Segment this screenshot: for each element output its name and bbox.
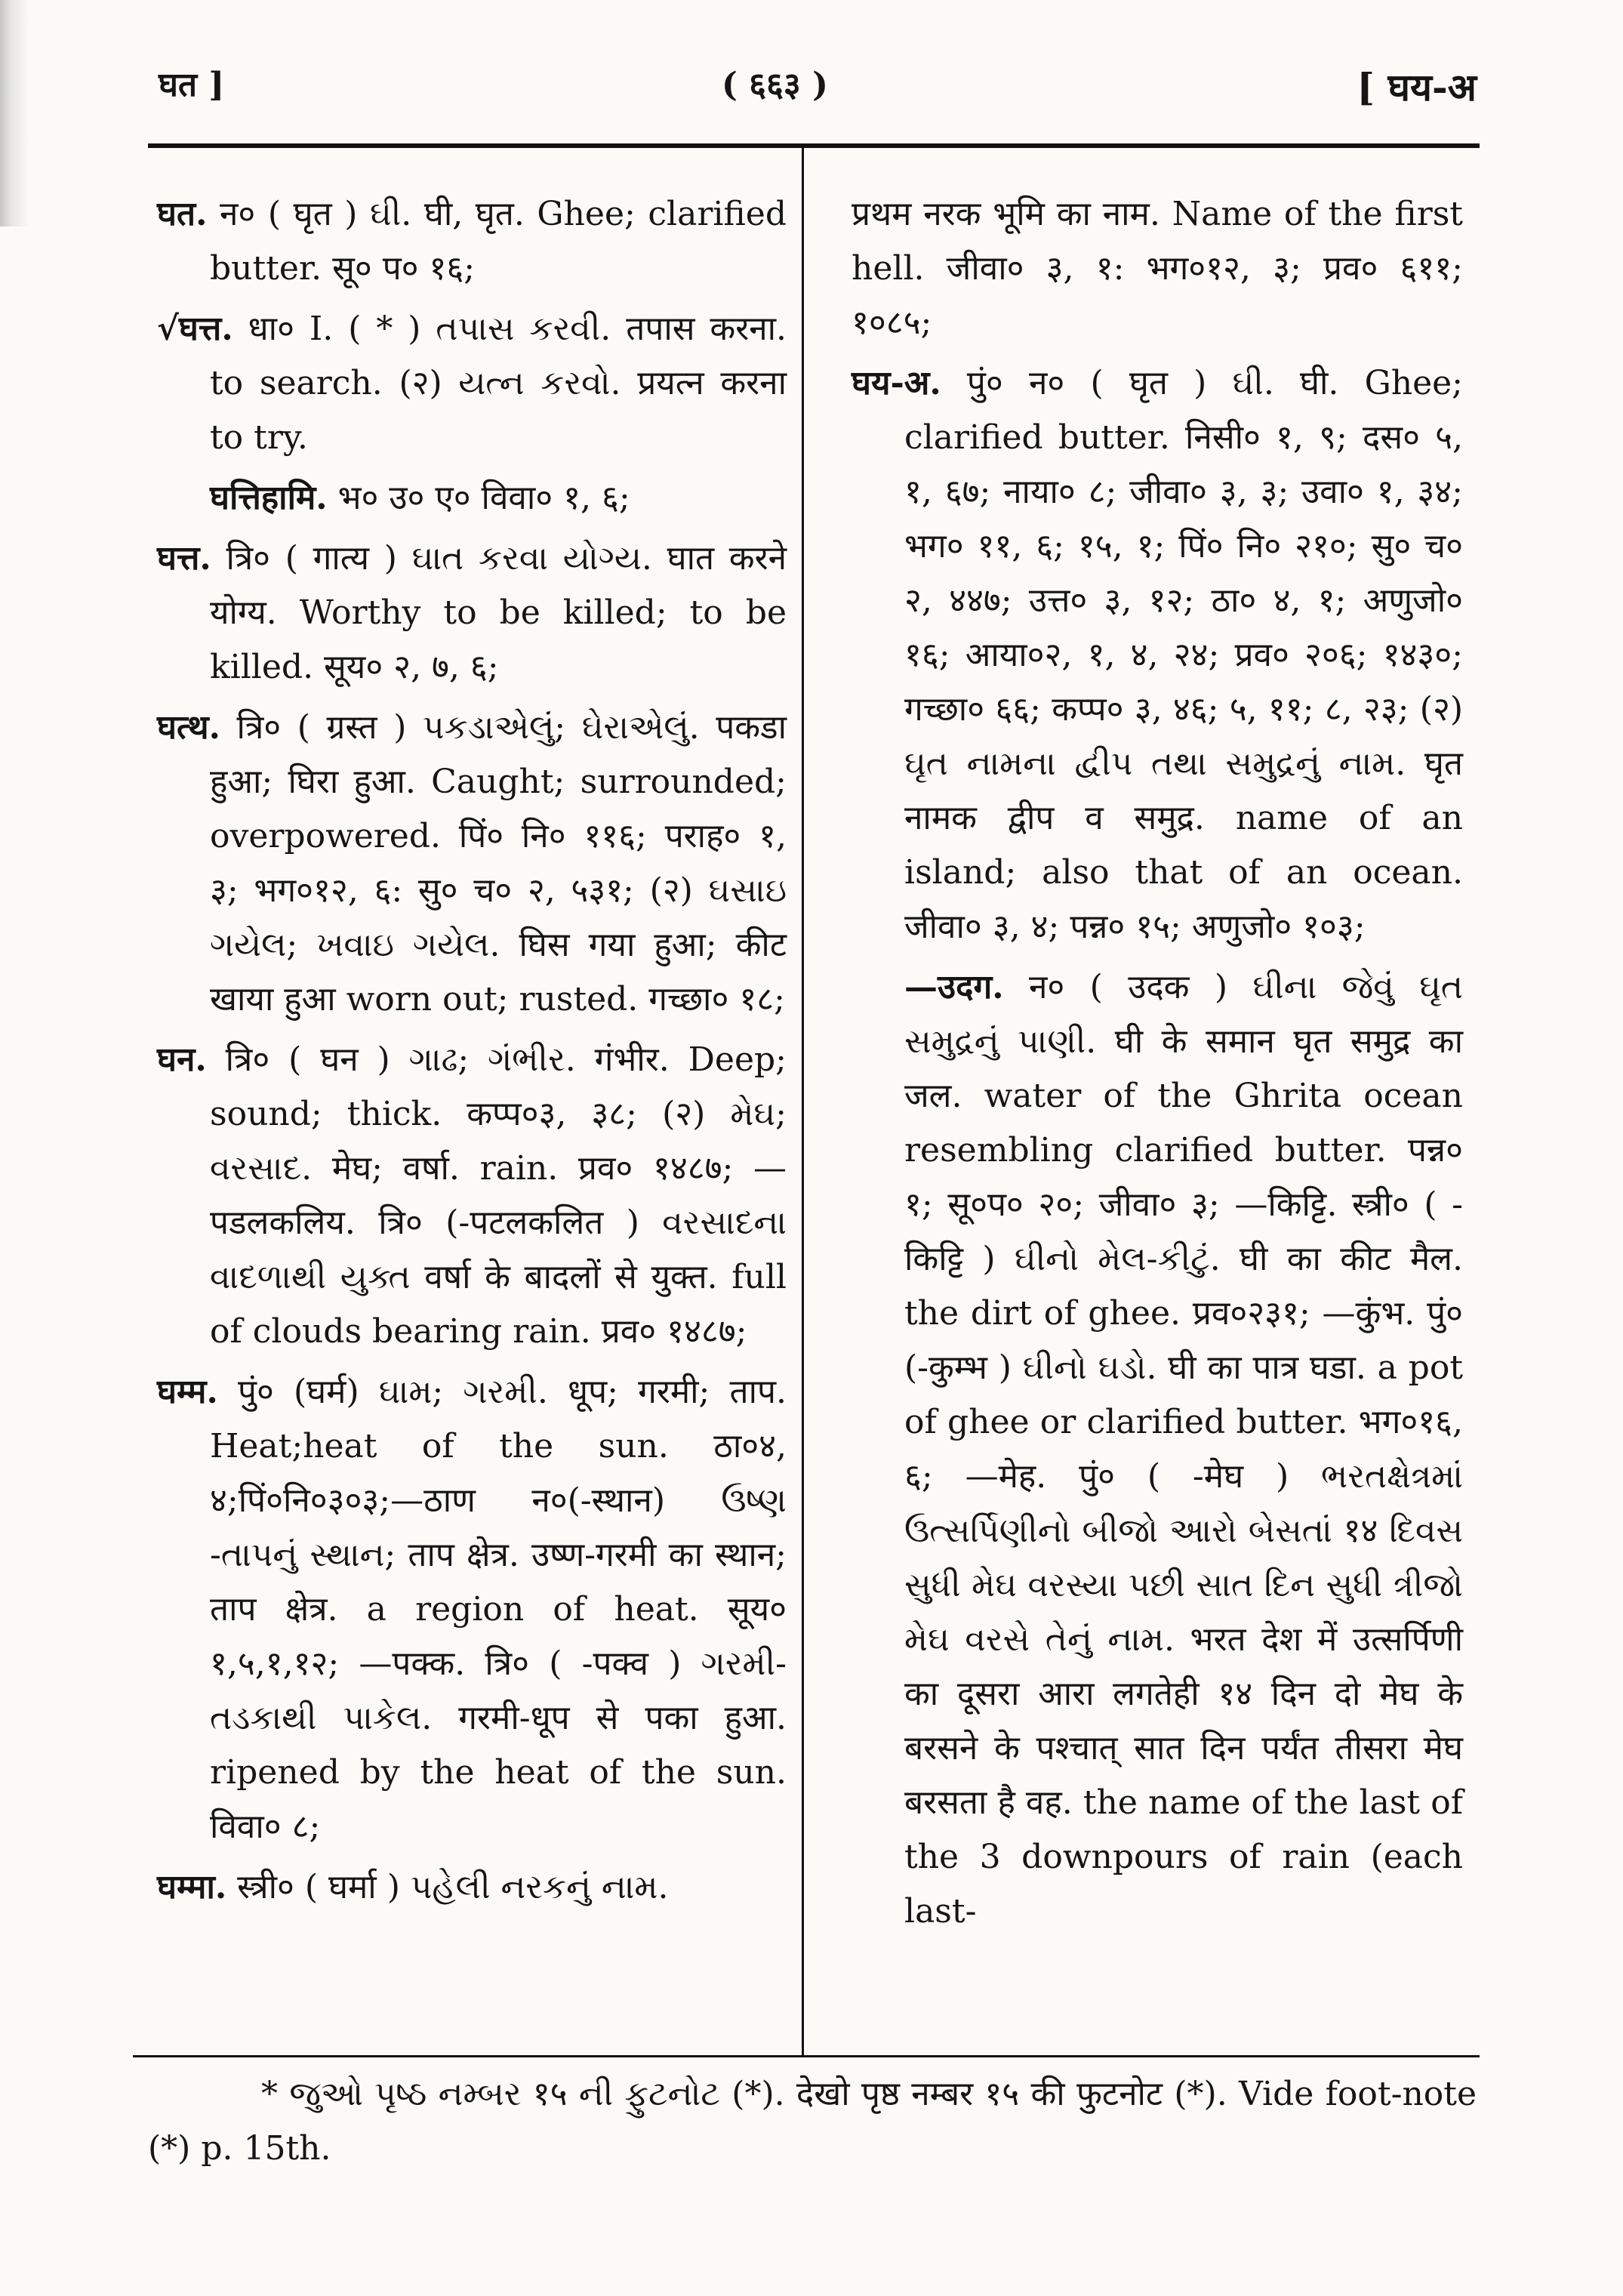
- header-right-guideword: [ घय-अ: [1357, 65, 1477, 109]
- entry-headword: घम्मा.: [157, 1868, 227, 1906]
- dictionary-entry: [157, 701, 787, 1027]
- page-number: ( ६६३ ): [722, 66, 828, 104]
- right-column: [852, 187, 1463, 1945]
- footnote-rule: [133, 2055, 1480, 2057]
- entry-headword: घत्त.: [157, 539, 211, 578]
- entry-definition: प्रथम नरक भूमि का नाम. Name of the first hell. जीवा० ३, १: भग०१२, ३; प्रव० ६११; १०८५;: [852, 195, 1463, 342]
- column-divider: [802, 148, 804, 2055]
- entry-definition: त्रि० ( गात्य ) ઘાત કરવા યોગ્ય. घात करने योग्य. Worthy to be killed; to be killed. सूय० २, ७, ६;: [210, 539, 787, 686]
- entry-definition: स्त्री० ( घर्मा ) પહેલી નરકનું નામ.: [226, 1868, 669, 1906]
- entry-headword: —उदग.: [904, 968, 1004, 1006]
- entry-headword: घत्तिहामि.: [210, 479, 328, 517]
- entry-definition: न० ( उदक ) ઘીના જેવું ઘૃત સમુદ્રનું પાણી. घी के समान घृत समुद्र का जल. water of the Ghrita ocean resembling clarified butter. पन्न० १; सू०प० २०; जीवा० ३; —किट्टि. स्त्री० ( -किट्टि ) ઘીનો મેલ-કીટું. घी का कीट मैल. the dirt of ghee. प्रव०२३१; —कुंभ. पुं० (-कुम्भ ) ઘીનો ઘડો. घी का पात्र घडा. a pot of ghee or clarified butter. भग०१६, ६; —मेह. पुं० ( -मेघ ) ભરતક્ષેત્રમાં ઉત્સર્પિણીનો બીજો આરો બેસતાં १४ દિવસ સુધી મેઘ વરસ્યા પછી સાત દિન સુધી ત્રીજો મેઘ વરસે તેનું નામ. भरत देश में उत्सर्पिणी का दूसरा आरा लगतेही १४ दिन दो मेघ के बरसने के पश्चात् सात दिन पर्यंत तीसरा मेघ बरसता है वह. the name of the last of the 3 downpours of rain (each last-: [904, 968, 1463, 1931]
- dictionary-entry: [852, 187, 1463, 350]
- entry-definition: पुं० (घर्म) ઘામ; ગરમી. धूप; गरमी; ताप. Heat;heat of the sun. ठा०४, ४;पिं०नि०३०३;—ठाण न०(-स्थान) ઉષ્ણ -તાપનું સ્થાન; ताप क्षेत्र. उष्ण-गरमी का स्थान; ताप क्षेत्र. a region of heat. सूय० १,५,१,१२; —पक्क. त्रि० ( -पक्व ) ગરમી-તડકાથી પાકેલ. गरमी-धूप से पका हुआ. ripened by the heat of the sun. विवा० ८;: [210, 1373, 787, 1846]
- dictionary-entry: [157, 532, 787, 695]
- entry-definition: धा० I. ( * ) તપાસ કરવી. तपास करना. to search. (२) યત્ન કરવો. प्रयत्न करना to try.: [210, 310, 787, 457]
- dictionary-entry: [157, 471, 787, 525]
- scan-edge-shadow: [0, 0, 30, 227]
- dictionary-entry: [157, 302, 787, 465]
- entry-definition: त्रि० ( ग्रस्त ) પકડાએલું; ઘેરાએલું. पकडा हुआ; घिरा हुआ. Caught; surrounded; overpowered. पिं० नि० ११६; पराह० १, ३; भग०१२, ६: सु० च० २, ५३१; (२) ઘસાઇ ગયેલ; ખવાઇ ગયેલ. घिस गया हुआ; कीट खाया हुआ worn out; rusted. गच्छा० १८;: [210, 708, 787, 1019]
- header-left-guideword: घत ]: [159, 66, 225, 104]
- dictionary-entry: [157, 1033, 787, 1359]
- entry-definition: त्रि० ( घन ) ગાઢ; ગંભીર. गंभीर. Deep; sound; thick. कप्प०३, ३८; (२) મેઘ; વરસાદ. मेघ; वर्षा. rain. प्रव० १४८७; —पडलकलिय. त्रि० (-पटलकलित ) વરસાદના વાદળાથી યુક્ત वर्षा के बादलों से युक्त. full of clouds bearing rain. प्रव० १४८७;: [206, 1040, 787, 1351]
- dictionary-entry: [852, 960, 1463, 1939]
- entry-definition: भ० उ० ए० विवा० १, ६;: [327, 479, 630, 517]
- dictionary-entry: [157, 1860, 787, 1915]
- entry-headword: घय-अ.: [852, 364, 941, 402]
- left-column: [157, 187, 787, 1921]
- entry-headword: √घत्त.: [157, 310, 233, 348]
- footnote: * જુઓ પૃષ્ઠ નમ્બર १५ ની ફુટનોટ (*). देखो पृष्ठ नम्बर १५ की फुटनोट (*). Vide foot-note (*) p. 15th.: [148, 2075, 1477, 2168]
- entry-definition: न० ( घृत ) ઘી. घी, घृत. Ghee; clarified butter. सू० प० १६;: [207, 195, 787, 288]
- header-rule: [148, 143, 1480, 148]
- entry-definition: पुं० न० ( घृत ) ઘી. घी. Ghee; clarified butter. निसी० १, ९; दस० ५, १, ६७; नाया० ८; जीवा० ३, ३; उवा० १, ३४; भग० ११, ६; १५, १; पिं० नि० २१०; सु० च० २, ४४७; उत्त० ३, १२; ठा० ४, १; अणुजो० १६; आया०२, १, ४, २४; प्रव० २०६; १४३०; गच्छा० ६६; कप्प० ३, ४६; ५, ११; ८, २३; (२) ઘૃત નામના દ્વીપ તથા સમુદ્રનું નામ. घृत नामक द्वीप व समुद्र. name of an island; also that of an ocean. जीवा० ३, ४; पन्न० १५; अणुजो० १०३;: [904, 364, 1463, 946]
- entry-headword: घत्थ.: [157, 708, 220, 747]
- entry-headword: घन.: [157, 1040, 207, 1079]
- dictionary-entry: [157, 187, 787, 296]
- entry-headword: घम्म.: [157, 1373, 218, 1411]
- page-header: [148, 60, 1477, 128]
- dictionary-entry: [852, 356, 1463, 954]
- entry-headword: घत.: [157, 195, 208, 233]
- dictionary-entry: [157, 1365, 787, 1854]
